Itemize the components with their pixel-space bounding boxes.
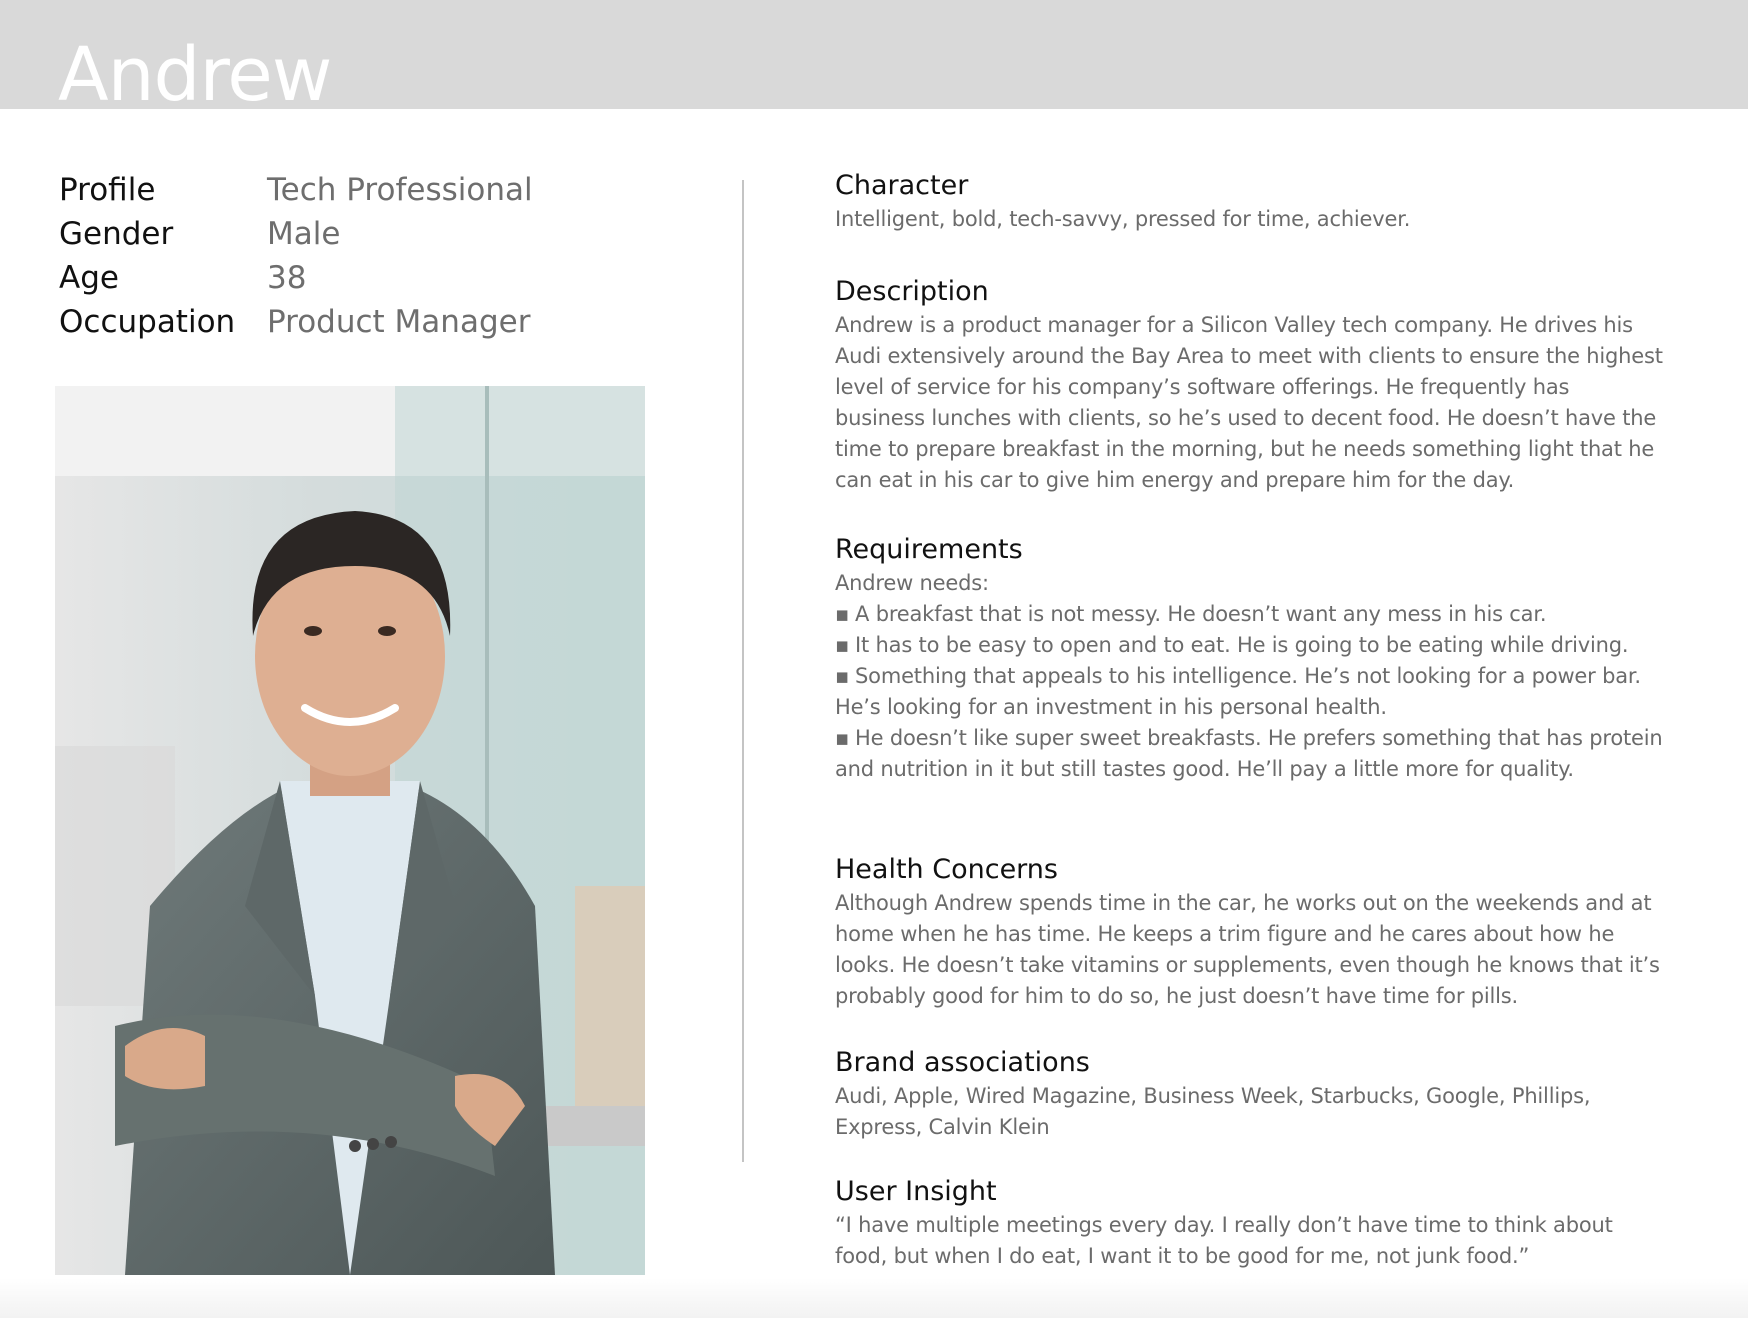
age-value: 38 [267,260,307,296]
requirements-heading: Requirements [835,534,1023,565]
requirement-item [835,630,1665,661]
occupation-value: Product Manager [267,304,531,340]
bottom-fade [0,1278,1748,1318]
character-heading: Character [835,170,969,201]
description-text: Andrew is a product manager for a Silicon Valley tech company. He drives his Audi extensively around the Bay Area to meet with clients to ensure the highest level of service for his company’s software offerings. He frequently has business lunches with clients, so he’s used to decent food. He doesn’t have the time to prepare breakfast in the morning, but he needs something light that he can eat in his car to give him energy and prepare him for the day. [835,313,1663,492]
requirements-section [835,532,1665,785]
insight-section [835,1174,1665,1272]
column-divider [742,180,744,1162]
brands-text: Audi, Apple, Wired Magazine, Business Week, Starbucks, Google, Phillips, Express, Calvin Klein [835,1084,1591,1139]
requirement-text: A breakfast that is not messy. He doesn’t want any mess in his car. [855,602,1547,626]
requirements-intro: Andrew needs: [835,571,989,595]
requirement-item [835,661,1665,723]
insight-heading: User Insight [835,1176,997,1207]
requirement-item [835,599,1665,630]
description-section [835,274,1665,496]
persona-photo [55,386,645,1275]
requirement-text: It has to be easy to open and to eat. He is going to be eating while driving. [855,633,1629,657]
profile-table [59,168,659,344]
brands-section [835,1045,1665,1143]
gender-row [59,212,659,256]
occupation-label: Occupation [59,304,236,340]
requirement-item [835,723,1665,785]
profile-row [59,168,659,212]
age-label: Age [59,260,119,296]
requirement-text: Something that appeals to his intelligence. He’s not looking for a power bar. He’s looking for an investment in his personal health. [835,664,1641,719]
profile-value: Tech Professional [267,172,533,208]
health-heading: Health Concerns [835,854,1058,885]
persona-name: Andrew [58,32,332,118]
health-section [835,852,1665,1012]
health-text: Although Andrew spends time in the car, he works out on the weekends and at home when he has time. He keeps a trim figure and he cares about how he looks. He doesn’t take vitamins or supplements, even though he knows that it’s probably good for him to do so, he just doesn’t have time for pills. [835,891,1660,1008]
requirement-text: He doesn’t like super sweet breakfasts. He prefers something that has protein and nutrition in it but still tastes good. He’ll pay a little more for quality. [835,726,1663,781]
age-row [59,256,659,300]
gender-value: Male [267,216,341,252]
brands-heading: Brand associations [835,1047,1090,1078]
profile-label: Profile [59,172,156,208]
gender-label: Gender [59,216,174,252]
character-section [835,168,1665,235]
insight-quote: “I have multiple meetings every day. I really don’t have time to think about food, but when I do eat, I want it to be good for me, not junk food.” [835,1213,1613,1268]
character-text: Intelligent, bold, tech-savvy, pressed for time, achiever. [835,207,1411,231]
description-heading: Description [835,276,989,307]
occupation-row [59,300,659,344]
